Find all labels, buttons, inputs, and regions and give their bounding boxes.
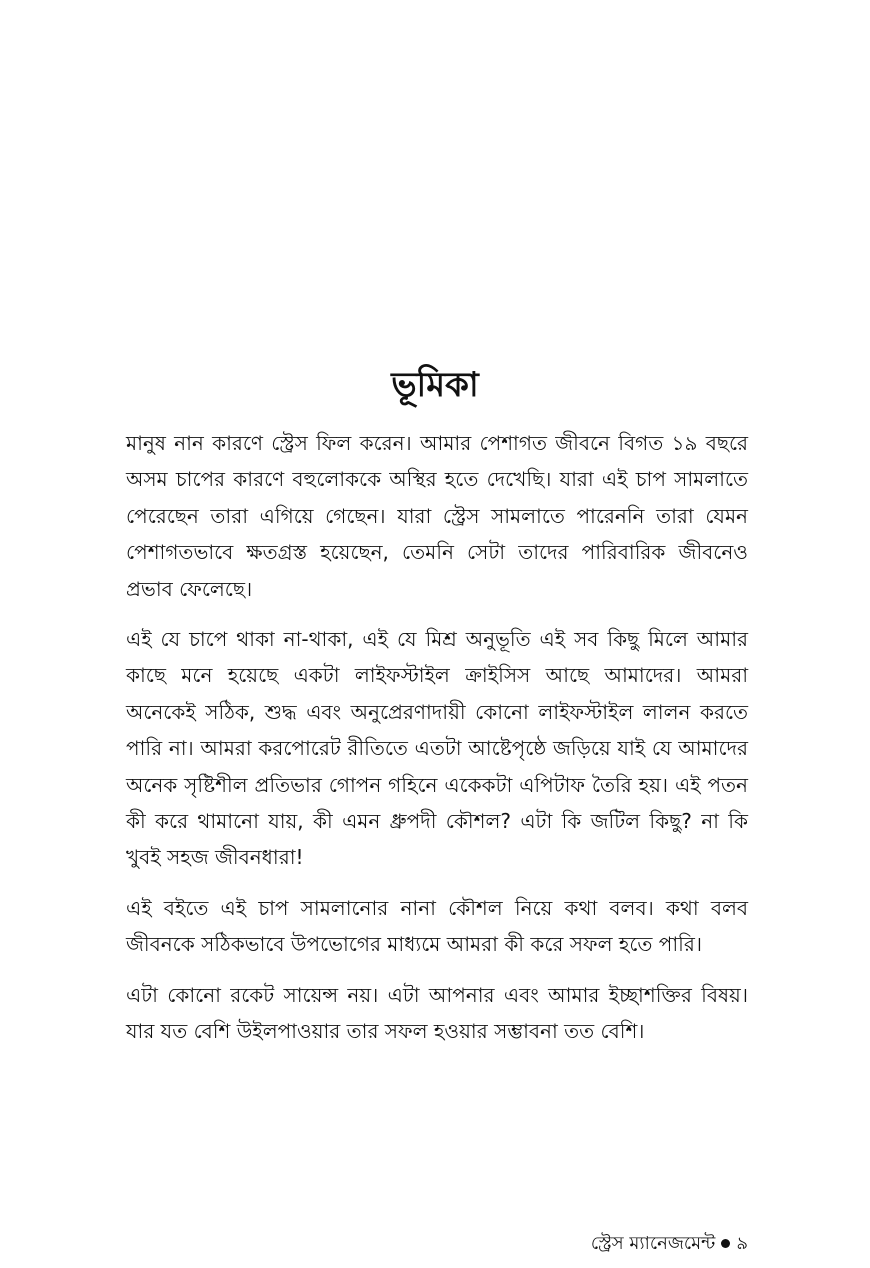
- page-number: ৯: [736, 1233, 748, 1254]
- page-footer: [591, 1230, 748, 1258]
- paragraph-3: এই বইতে এই চাপ সামলানোর নানা কৌশল নিয়ে কথা বলব। কথা বলব জীবনকে সঠিকভাবে উপভোগের মাধ্যমে আমরা কী করে সফল হতে পারি।: [126, 895, 748, 957]
- chapter-heading: ভূমিকা: [391, 365, 479, 405]
- paragraph-4: এটা কোনো রকেট সায়েন্স নয়। এটা আপনার এবং আমার ইচ্ছাশক্তির বিষয়। যার যত বেশি উইলপাওয়ার তার সফল হওয়ার সম্ভাবনা তত বেশি।: [126, 982, 748, 1044]
- paragraph-1: মানুষ নান কারণে স্ট্রেস ফিল করেন। আমার পেশাগত জীবনে বিগত ১৯ বছরে অসম চাপের কারণে বহুলোককে অস্থির হতে দেখেছি। যারা এই চাপ সামলাতে পেরেছেন তারা এগিয়ে গেছেন। যারা স্ট্রেস সামলাতে পারেননি তারা যেমন পেশাগতভাবে ক্ষতগ্রস্ত হয়েছেন, তেমনি সেটা তাদের পারিবারিক জীবনেও প্রভাব ফেলেছে।: [126, 431, 748, 601]
- body-text: [126, 425, 748, 1064]
- paragraph-2: এই যে চাপে থাকা না-থাকা, এই যে মিশ্র অনুভূতি এই সব কিছু মিলে আমার কাছে মনে হয়েছে একটা লাইফস্টাইল ক্রাইসিস আছে আমাদের। আমরা অনেকেই সঠিক, শুদ্ধ এবং অনুপ্রেরণাদায়ী কোনো লাইফস্টাইল লালন করতে পারি না। আমরা করপোরেট রীতিতে এতটা আষ্টেপৃষ্ঠে জড়িয়ে যাই যে আমাদের অনেক সৃষ্টিশীল প্রতিভার গোপন গহিনে একেকটা এপিটাফ তৈরি হয়। এই পতন কী করে থামানো যায়, কী এমন ধ্রুপদী কৌশল? এটা কি জটিল কিছু? না কি খুবই সহজ জীবনধারা!: [126, 627, 748, 870]
- running-title: স্ট্রেস ম্যানেজমেন্ট: [590, 1233, 716, 1254]
- bullet-separator: [721, 1239, 730, 1248]
